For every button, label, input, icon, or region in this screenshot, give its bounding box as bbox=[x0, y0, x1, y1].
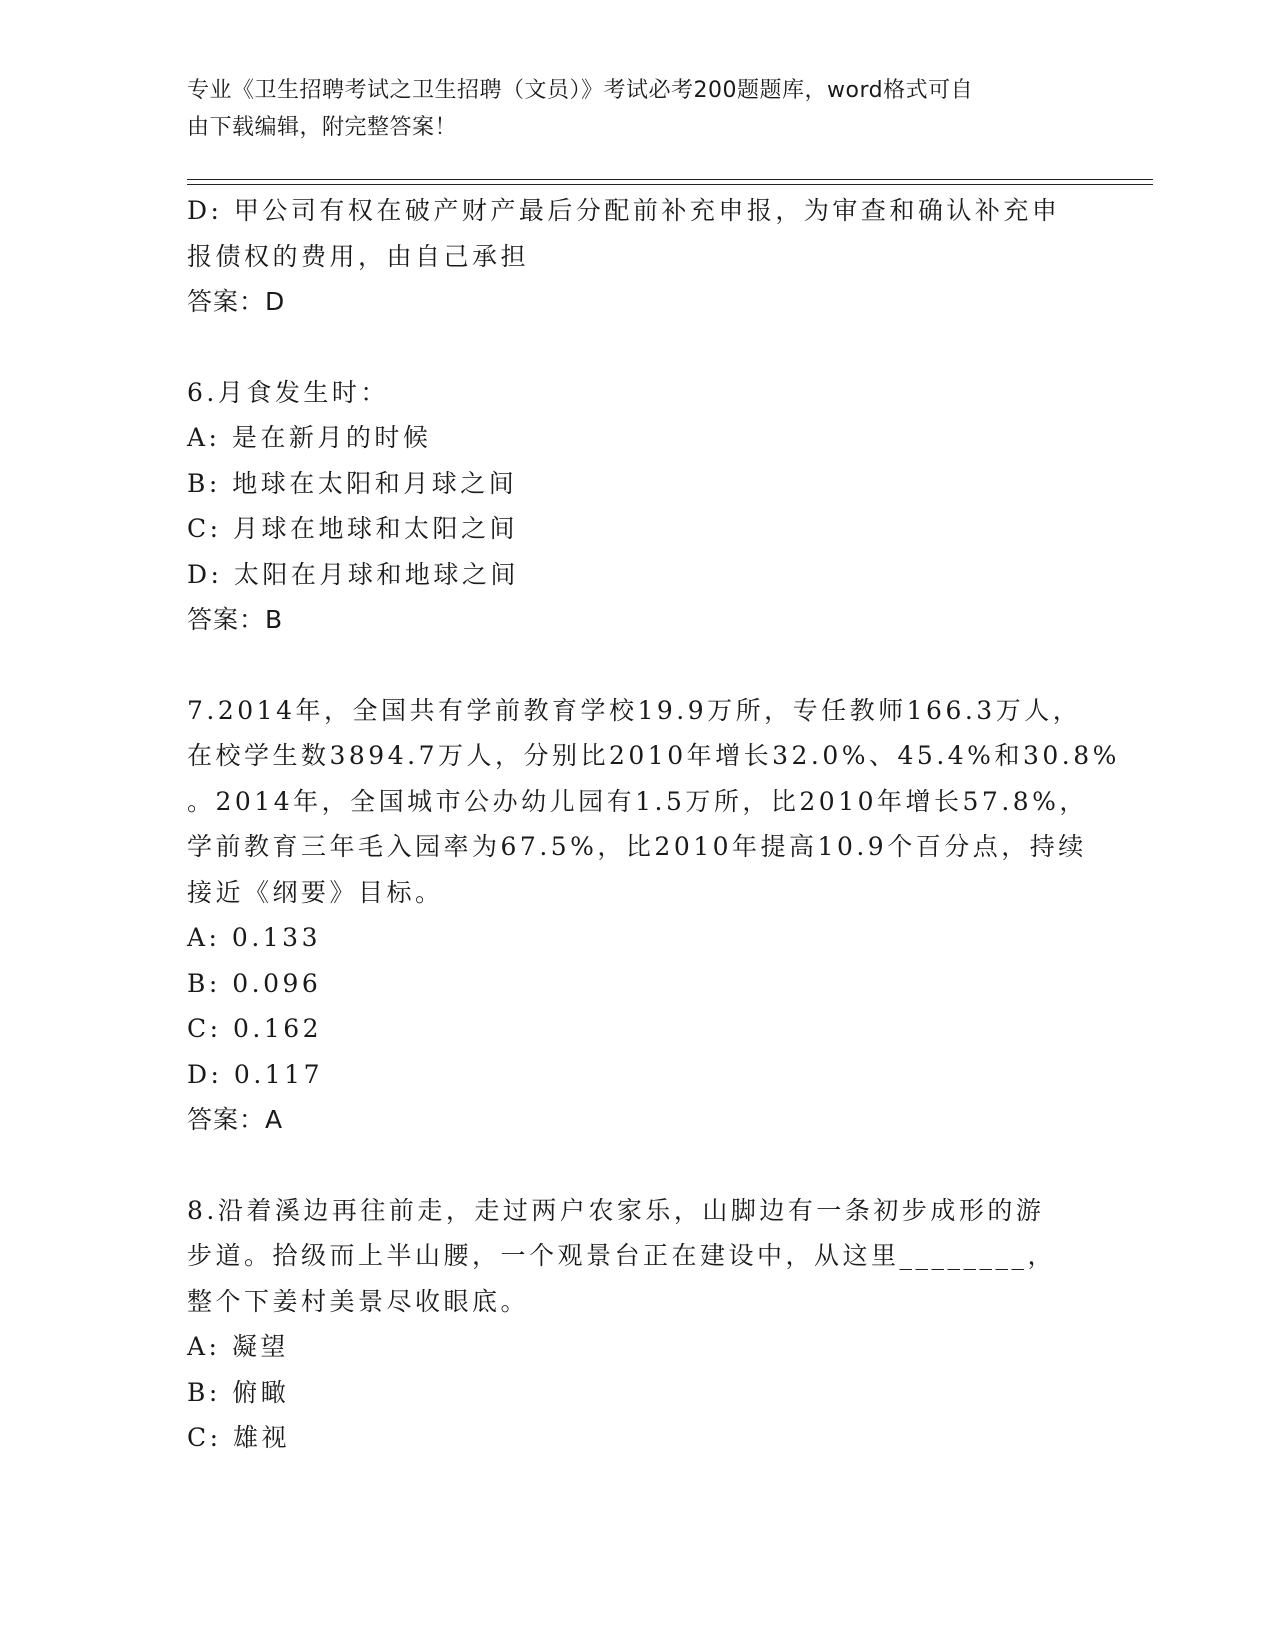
question-stem-line-4: 学前教育三年毛入园率为67.5%，比2010年提高10.9个百分点，持续 bbox=[187, 832, 1087, 861]
answer-label: 答案：A bbox=[187, 1105, 284, 1134]
question-stem-line-5: 接近《纲要》目标。 bbox=[187, 877, 444, 907]
option-a: A: 是在新月的时候 bbox=[187, 423, 432, 452]
option-d: D: 太阳在月球和地球之间 bbox=[187, 559, 519, 589]
option-a: A: 凝望 bbox=[187, 1332, 289, 1361]
option-d: D: 0.117 bbox=[187, 1059, 323, 1089]
option-d-line-1: D: 甲公司有权在破产财产最后分配前补充申报，为审查和确认补充申 bbox=[187, 196, 1061, 225]
document-header bbox=[187, 72, 1067, 146]
option-d-line-2: 报债权的费用，由自己承担 bbox=[187, 241, 530, 271]
option-c: C: 0.162 bbox=[187, 1014, 323, 1043]
header-divider-bottom bbox=[187, 184, 1153, 185]
option-c: C: 月球在地球和太阳之间 bbox=[187, 514, 518, 543]
header-divider-top bbox=[187, 179, 1153, 180]
option-a: A: 0.133 bbox=[187, 923, 321, 952]
question-7 bbox=[187, 688, 1120, 1143]
option-c: C: 雄视 bbox=[187, 1423, 290, 1452]
option-b: B: 地球在太阳和月球之间 bbox=[187, 468, 518, 498]
spacer bbox=[187, 1143, 1087, 1188]
option-b: B: 0.096 bbox=[187, 968, 322, 998]
question-stem-line-1: 7.2014年，全国共有学前教育学校19.9万所，专任教师166.3万人， bbox=[187, 695, 1082, 725]
document-body bbox=[187, 188, 1120, 1461]
question-stem: 6.月食发生时： bbox=[187, 377, 389, 407]
header-title-line-1: 专业《卫生招聘考试之卫生招聘（文员）》考试必考200题题库，word格式可自 bbox=[187, 78, 974, 103]
question-6 bbox=[187, 370, 1087, 643]
header-title-line-2: 由下载编辑，附完整答案！ bbox=[187, 115, 458, 140]
question-stem-line-3: 整个下姜村美景尽收眼底。 bbox=[187, 1286, 530, 1316]
question-stem-line-2: 步道。拾级而上半山腰，一个观景台正在建设中，从这里________， bbox=[187, 1241, 1057, 1270]
answer-label: 答案：B bbox=[187, 605, 284, 634]
spacer bbox=[187, 325, 1087, 370]
question-stem-line-3: 。2014年，全国城市公办幼儿园有1.5万所，比2010年增长57.8%， bbox=[187, 786, 1088, 816]
answer-label: 答案：D bbox=[187, 287, 286, 316]
question-stem-line-1: 8.沿着溪边再往前走，走过两户农家乐，山脚边有一条初步成形的游 bbox=[187, 1195, 1045, 1225]
question-5-tail bbox=[187, 188, 1087, 325]
question-stem-line-2: 在校学生数3894.7万人，分别比2010年增长32.0%、45.4%和30.8% bbox=[187, 741, 1120, 770]
option-b: B: 俯瞰 bbox=[187, 1377, 290, 1407]
question-8 bbox=[187, 1188, 1087, 1461]
spacer bbox=[187, 643, 1087, 688]
